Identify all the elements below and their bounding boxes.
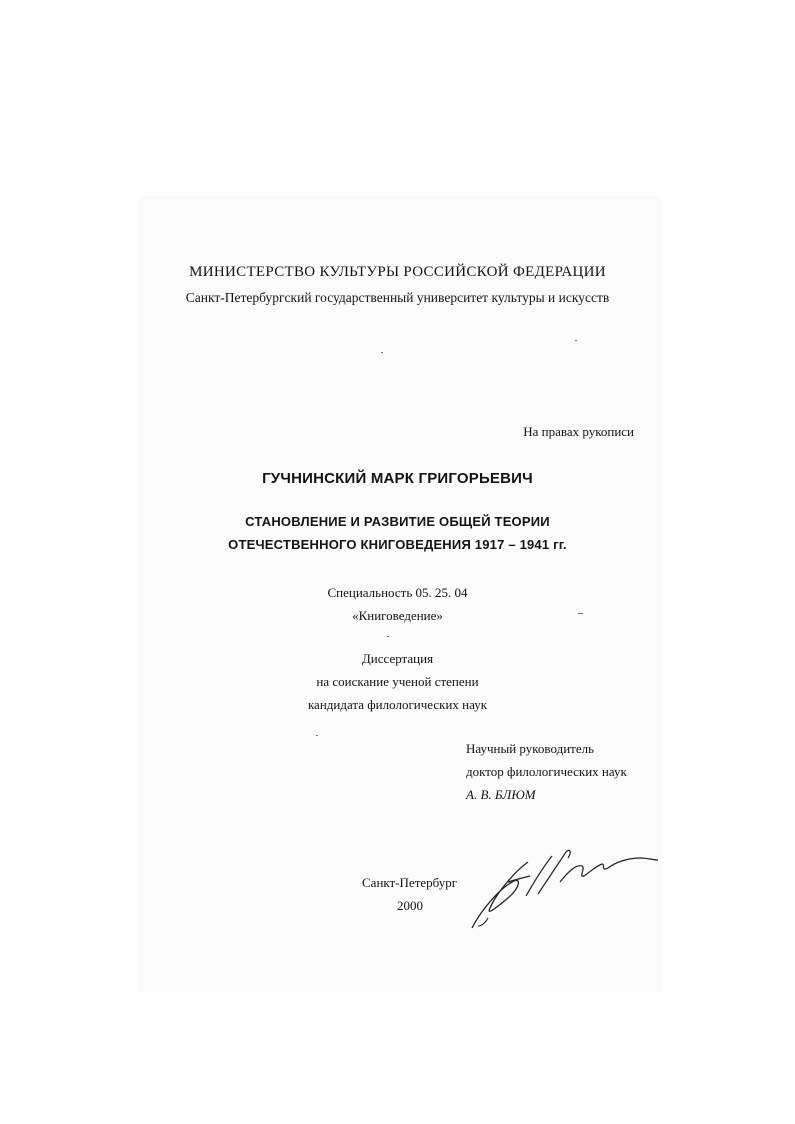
dissertation-degree: кандидата филологических наук — [307, 697, 488, 712]
rights-note: На правах рукописи — [523, 424, 634, 439]
year: 2000 — [397, 898, 423, 913]
city: Санкт-Петербург — [362, 875, 458, 890]
specialty-name: «Книговедение» — [352, 608, 443, 623]
dissertation-purpose: на соискание ученой степени — [316, 674, 479, 689]
supervisor-role: Научный руководитель — [466, 741, 595, 756]
specialty-code: Специальность 05. 25. 04 — [327, 585, 468, 600]
supervisor-degree: доктор филологических наук — [466, 764, 627, 779]
scan-speck — [575, 340, 577, 341]
university-name: Санкт-Петербургский государственный университет культуры и искусств — [185, 290, 610, 305]
scan-speck — [578, 613, 583, 614]
scan-speck — [316, 735, 318, 736]
signature-icon — [468, 842, 660, 932]
thesis-title-line-2: ОТЕЧЕСТВЕННОГО КНИГОВЕДЕНИЯ 1917 – 1941 гг. — [228, 537, 567, 552]
dissertation-type: Диссертация — [361, 651, 434, 666]
ministry-heading: МИНИСТЕРСТВО КУЛЬТУРЫ РОССИЙСКОЙ ФЕДЕРАЦИИ — [189, 264, 606, 280]
thesis-title-line-1: СТАНОВЛЕНИЕ И РАЗВИТИЕ ОБЩЕЙ ТЕОРИИ — [245, 514, 550, 529]
supervisor-name: А. В. БЛЮМ — [466, 787, 536, 802]
author-name: ГУЧНИНСКИЙ МАРК ГРИГОРЬЕВИЧ — [262, 470, 533, 487]
scan-speck — [387, 636, 389, 637]
scan-speck — [381, 352, 383, 353]
